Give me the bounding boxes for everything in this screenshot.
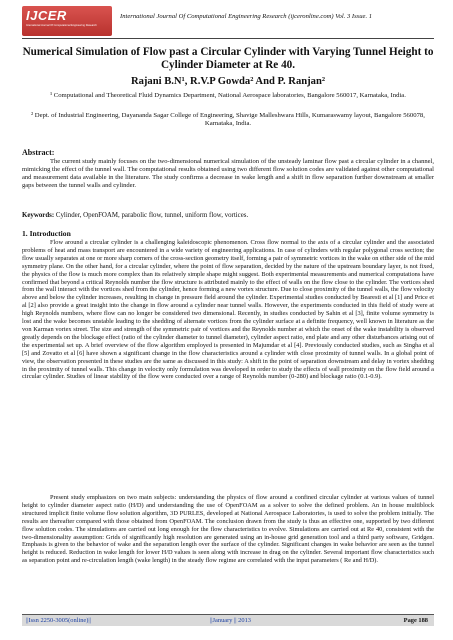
abstract-heading: Abstract: [22,148,55,157]
keywords-label: Keywords: [22,212,55,219]
section-heading-introduction: 1. Introduction [22,229,71,238]
affiliation-1: ¹ Computational and Theoretical Fluid Dynamics Department, National Aerospace laboratories, Bangalore 560017, Karnataka, India. [50,92,406,99]
introduction-paragraph-2: Present study emphasizes on two main subjects: understanding the physics of flow around a confined circular cylinder at various values of tunnel height to cylinder diameter aspect ratio (H/D) and understanding the use of OpenFOAM as a solver to solve the defined problem. An in house multiblock structured implicit finite volume flow solution algorithm, 3D PURLES, developed at National Aerospace Laboratories, is used to solve the problem initially. The results are thereafter compared with those obtained from OpenFOAM. The conclusion drawn from the study is thus an effective one, supported by two different flow solution codes. The simulations are carried out long enough for the flow characteristics to evolve. Simulations are carried out at Re 40, consistent with the two-dimensionality assumption: Grids of significantly high resolution are generated using an in-house grid generation tool and a third party software, Gridgen. Emphasis is given to the behavior of wake and the separation length over the surface of the cylinder. Significant changes in wake behavior are seen as the tunnel height is reduced. Reduction in wake length for lower H/D values is seen along with increase in drag on the cylinder. Several important flow characteristics such as separation point and re-circulation length (wake length) in the steady flow regime are correlated with the input parameters ( Re and H/D). [22,494,434,565]
keywords-text: Cylinder, OpenFOAM, parabolic flow, tunnel, uniform flow, vortices. [55,212,249,219]
paper-authors: Rajani B.N¹, R.V.P Gowda² And P. Ranjan² [130,76,326,87]
logo-subtitle: International Journal Of Computational Engineering Research [26,24,97,27]
journal-header [22,6,434,36]
introduction-paragraph-1: Flow around a circular cylinder is a challenging kaleidoscopic phenomenon. Cross flow normal to the axis of a circular cylinder and the associated problems of heat and mass transport are encountered in a wide variety of engineering applications. In case of cylinders with regular polygonal cross section; the flow usually separates at one or more sharp corners of the cross-section geometry itself, forming a pair of symmetric vortices in the wake on either side of the mid symmetry plane. On the other hand, for a circular cylinder, where the point of flow separation, decided by the nature of the upstream boundary layer, is not fixed, the physics of the flow is much more complex than its relatively simple shape might suggest. Both experimental measurements and numerical computations have confirmed that beyond a critical Reynolds number the flow structure is attributed mainly to the effect of walls on the flow close to the cylinder. The vortices shed from the wall interact with the vortices shed from the cylinder, hence forming a new vortex structure. Due to close proximity of the tunnel walls, the flow velocity above and below the cylinder increases, resulting in change in pressure field around the cylinder. Experimental studies conducted by Bearesti et al [1] and Price et al [2] also provide a great insight into the change in flow around a cylinder near tunnel walls. However, the experiments conducted in this field of study were at high Reynolds numbers, where flow can no longer be considered two dimensional. Recently, in studies conducted by Sahin et al [3], finite volume symmetry is lost and the wake becomes unstable leading to the shedding of alternate vortices from the cylinder surface at a definite frequency, well known in literature as the von Karman vortex street. The size and strength of the symmetric pair of vortices and the Reynolds number at which the onset of the wake instability is observed greatly depends on the blockage effect (ratio of the cylinder diameter to tunnel diameter), cylinder aspect ratio, end plate and any other disturbances arising out of the experimental set up. A brief overview of the flow algorithm employed is presented in Majumdar et al [4]. Previously conducted studies, such as Singha et al [5] and Zovatto et al [6] have shown a significant change in the flow characteristics around a cylinder with close proximity of tunnel walls. In a global point of view, the observation presented in these studies are the same as discussed in this study: A shift in the point of separation downstream and delay in vortex shedding in the proximity of tunnel walls. This change in velocity only formulation was developed in order to study the effects of wall proximity on the flow field around a circular cylinder. Studies of linear stability of the flow were conducted over a range of Reynolds number (0-280) and blockage ratio (0.1-0.9). [22,239,434,381]
journal-line: International Journal Of Computational Engineering Research (ijceronline.com) Vol. 3 Issue. 1 [120,13,373,20]
logo-text: IJCER [26,8,67,23]
footer-date: ||January || 2013 [210,616,251,624]
abstract-text: The current study mainly focuses on the two-dimensional numerical simulation of the unsteady laminar flow past a circular cylinder in a channel, mimicking the effect of the tunnel wall. The computational results obtained using two different flow solution codes are validated against other computational and measurement data available in the literature. The study confirms a decrease in wake length and a shift in flow separation further downstream at smaller gaps between the tunnel walls and cylinder. [22,158,434,190]
footer-page-number: Page 188 [403,616,428,624]
header-rule [22,38,434,39]
page-footer [22,614,434,626]
journal-logo [22,6,112,36]
affiliation-2: ² Dept. of Industrial Engineering, Dayananda Sagar College of Engineering, Shavige Malleshwara Hills, Kumaraswamy layout, Bangalore 560078, Karnataka, India. [31,112,425,128]
footer-issn: ||Issn 2250-3005(online)|| [26,616,91,624]
paper-title: Numerical Simulation of Flow past a Circular Cylinder with Varying Tunnel Height to Cylinder Diameter at Re 40. [22,46,434,71]
keywords [22,212,434,219]
